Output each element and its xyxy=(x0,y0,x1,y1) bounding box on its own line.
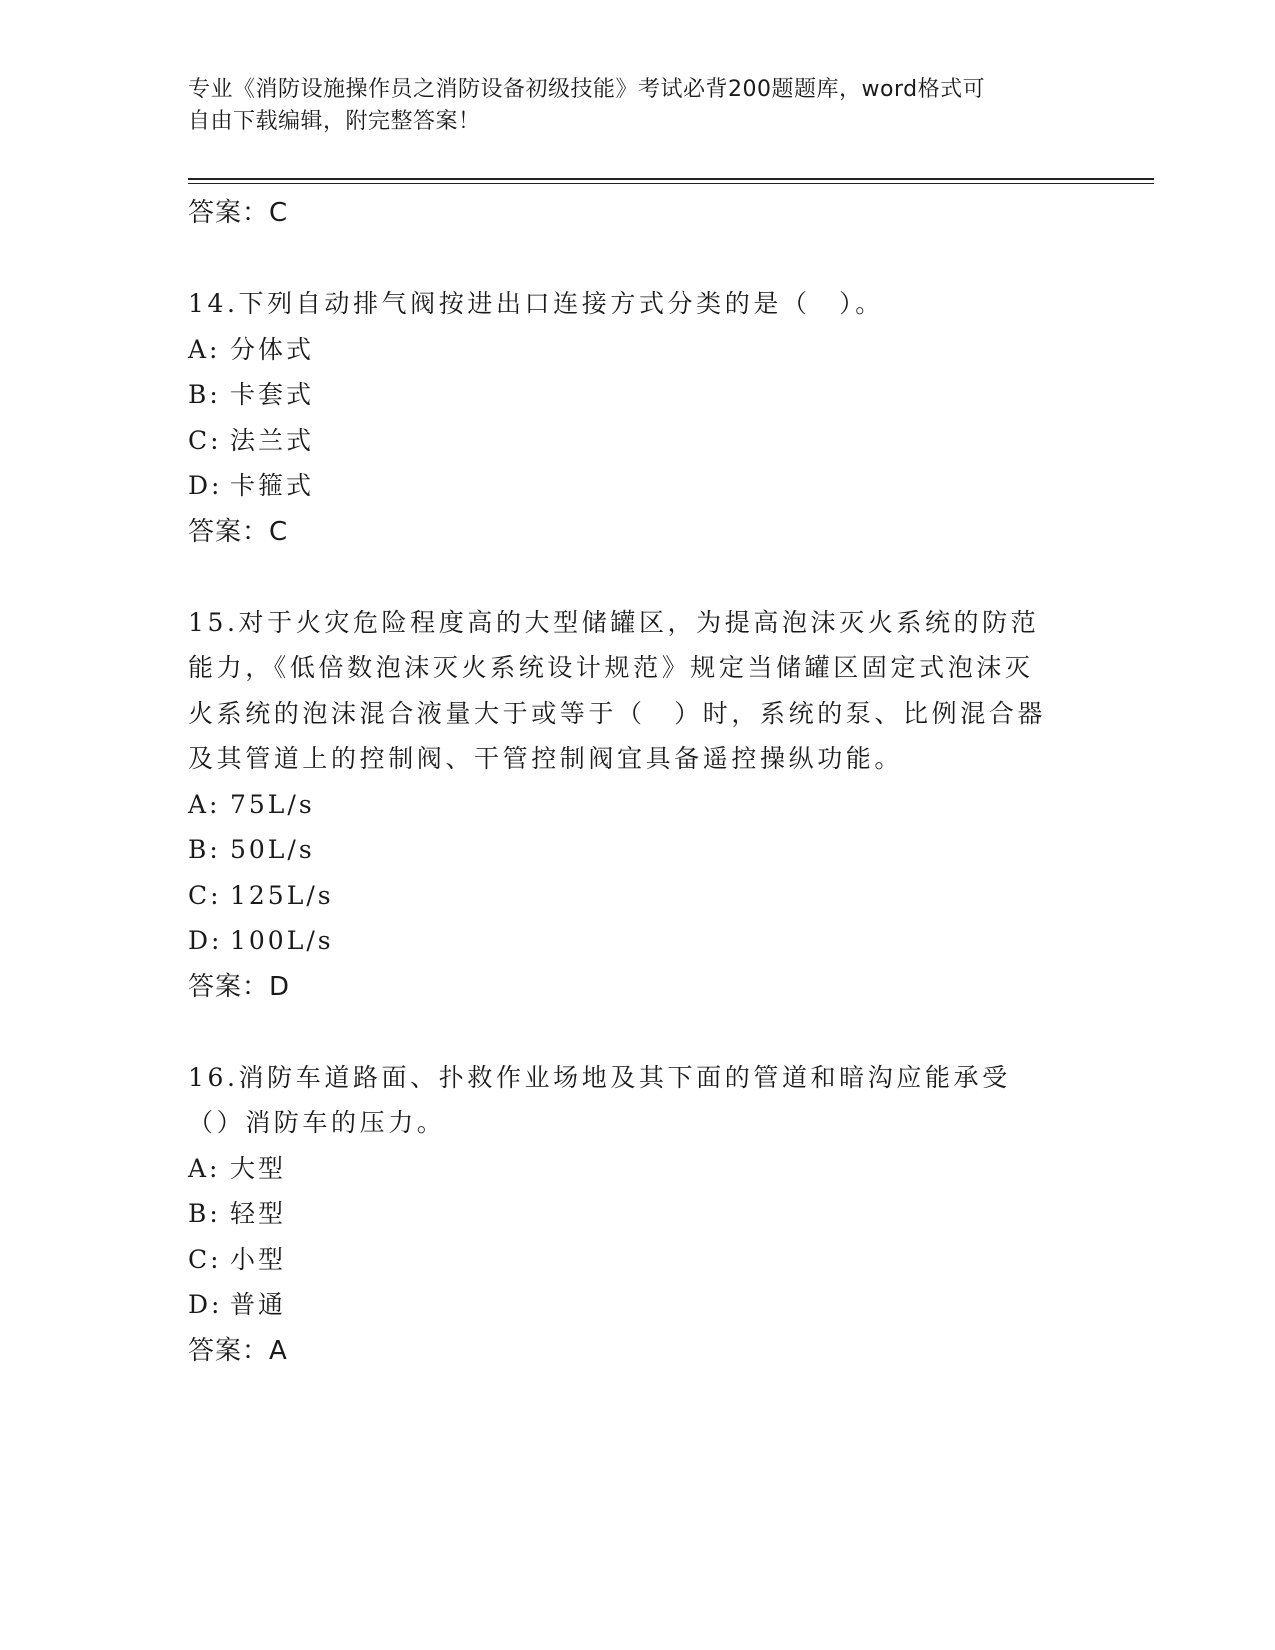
question-14 xyxy=(188,281,1088,555)
option-key: A: xyxy=(188,1153,221,1183)
option-key: D: xyxy=(188,471,223,500)
option-text: 100L/s xyxy=(230,926,334,955)
option-key: D: xyxy=(188,926,223,955)
option-a xyxy=(188,327,1088,373)
question-list xyxy=(188,190,1088,1374)
option-b xyxy=(188,1191,1088,1237)
option-d xyxy=(188,1282,1088,1328)
option-text: 125L/s xyxy=(230,880,334,910)
option-text: 轻型 xyxy=(230,1199,287,1228)
header-divider-thin xyxy=(188,183,1154,184)
answer-prefix: 答案： xyxy=(188,971,270,1002)
answer-value: C xyxy=(269,516,289,547)
option-key: C: xyxy=(188,425,222,455)
option-text: 卡套式 xyxy=(230,380,315,409)
option-text: 法兰式 xyxy=(230,425,315,455)
header-line-2: 自由下载编辑，附完整答案！ xyxy=(188,109,481,134)
option-key: B: xyxy=(188,1199,221,1228)
option-key: D: xyxy=(188,1290,223,1319)
option-key: A: xyxy=(188,789,221,819)
option-key: C: xyxy=(188,880,222,910)
answer-value: C xyxy=(269,198,289,228)
answer-line xyxy=(188,509,1088,555)
option-a xyxy=(188,1146,1088,1192)
document-header xyxy=(188,74,1088,138)
answer-value: D xyxy=(269,971,291,1002)
option-text: 大型 xyxy=(230,1153,287,1183)
answer-line xyxy=(188,964,1088,1010)
option-text: 普通 xyxy=(230,1290,287,1319)
option-c xyxy=(188,873,1088,919)
option-a xyxy=(188,782,1088,828)
option-b xyxy=(188,372,1088,418)
answer-prefix: 答案： xyxy=(188,198,270,228)
answer-prefix: 答案： xyxy=(188,516,270,547)
answer-line xyxy=(188,190,1088,236)
option-text: 分体式 xyxy=(230,334,315,364)
question-stem: 14.下列自动排气阀按进出口连接方式分类的是（ ）。 xyxy=(188,289,884,318)
option-text: 小型 xyxy=(230,1244,287,1274)
question-15 xyxy=(188,600,1088,1010)
option-c xyxy=(188,1237,1088,1283)
option-text: 75L/s xyxy=(230,789,315,819)
option-text: 50L/s xyxy=(230,835,315,864)
header-divider-thick xyxy=(188,178,1154,180)
option-d xyxy=(188,918,1088,964)
option-b xyxy=(188,827,1088,873)
question-stem: 15.对于火灾危险程度高的大型储罐区，为提高泡沫灭火系统的防范能力，《低倍数泡沫灭火系统设计规范》规定当储罐区固定式泡沫灭火系统的泡沫混合液量大于或等于（ ）时，系统的泵、比例混合器及其管道上的控制阀、干管控制阀宜具备遥控操纵功能。 xyxy=(188,607,1047,773)
option-text: 卡箍式 xyxy=(230,471,315,500)
option-key: C: xyxy=(188,1244,222,1274)
option-key: B: xyxy=(188,380,221,409)
question-16 xyxy=(188,1055,1088,1374)
option-key: A: xyxy=(188,334,221,364)
answer-value: A xyxy=(269,1335,288,1366)
question-stem: 16.消防车道路面、扑救作业场地及其下面的管道和暗沟应能承受（）消防车的压力。 xyxy=(188,1062,1011,1137)
option-c xyxy=(188,418,1088,464)
option-d xyxy=(188,463,1088,509)
answer-prefix: 答案： xyxy=(188,1335,270,1366)
option-key: B: xyxy=(188,835,221,864)
header-line-1: 专业《消防设施操作员之消防设备初级技能》考试必背200题题库，word格式可 xyxy=(188,77,986,102)
answer-line xyxy=(188,1328,1088,1374)
